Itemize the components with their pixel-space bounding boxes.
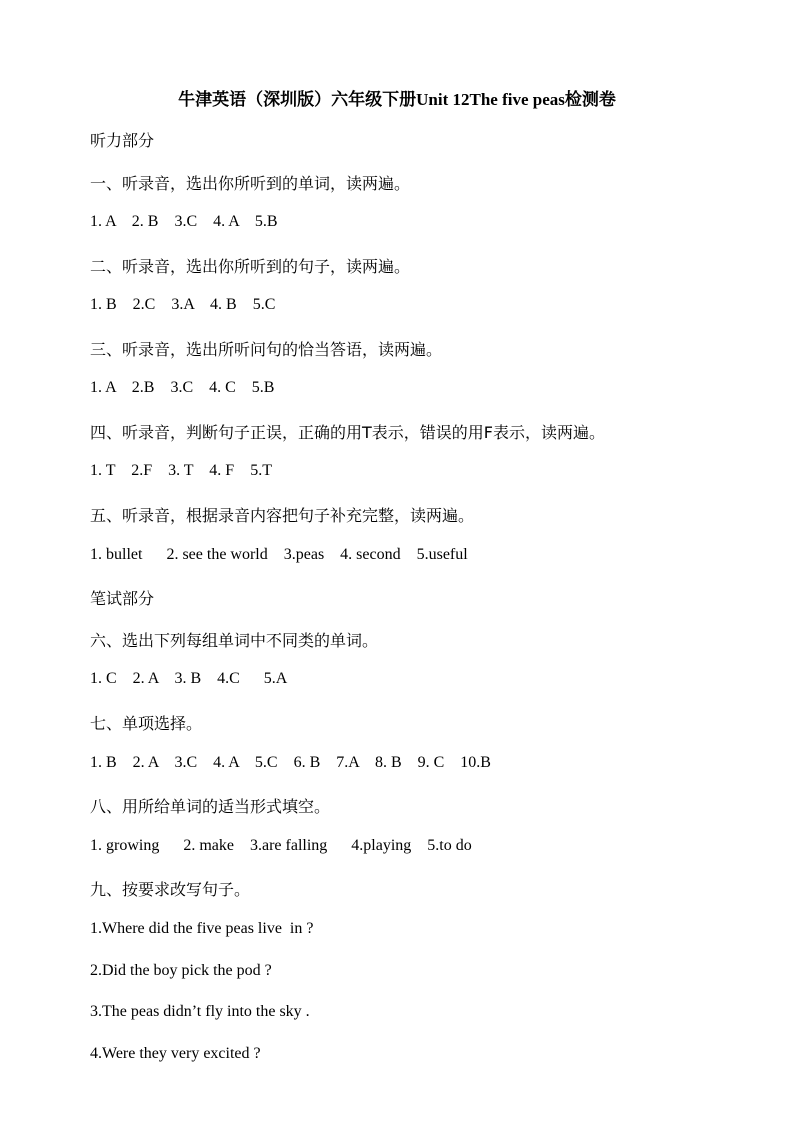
section-label-listening: 听力部分 <box>90 131 155 150</box>
question-heading-1: 一、听录音，选出你所听到的单词，读两遍。 <box>90 174 411 193</box>
answer-line-6: 1. C 2. A 3. B 4.C 5.A <box>90 670 288 687</box>
question-heading-5: 五、听录音，根据录音内容把句子补充完整，读两遍。 <box>90 506 475 525</box>
page-title: 牛津英语（深圳版）六年级下册Unit 12The five peas检测卷 <box>178 90 616 109</box>
answer-line-4: 1. T 2.F 3. T 4. F 5.T <box>90 462 272 479</box>
rewrite-item-2: 2.Did the boy pick the pod ? <box>90 962 272 979</box>
rewrite-item-4: 4.Were they very excited ? <box>90 1045 261 1062</box>
section-label-written: 笔试部分 <box>90 589 155 608</box>
answer-line-8: 1. growing 2. make 3.are falling 4.playing 5.to do <box>90 837 472 854</box>
question-heading-8: 八、用所给单词的适当形式填空。 <box>90 797 331 816</box>
question-heading-6: 六、选出下列每组单词中不同类的单词。 <box>90 631 379 650</box>
answer-line-7: 1. B 2. A 3.C 4. A 5.C 6. B 7.A 8. B 9. C 10.B <box>90 754 491 771</box>
question-heading-2: 二、听录音，选出你所听到的句子，读两遍。 <box>90 257 411 276</box>
question-heading-7: 七、单项选择。 <box>90 714 203 733</box>
question-heading-4: 四、听录音，判断句子正误，正确的用T表示，错误的用F表示，读两遍。 <box>90 423 605 442</box>
rewrite-item-3: 3.The peas didn’t fly into the sky . <box>90 1003 310 1020</box>
question-heading-9: 九、按要求改写句子。 <box>90 880 251 899</box>
answer-line-2: 1. B 2.C 3.A 4. B 5.C <box>90 296 276 313</box>
question-heading-3: 三、听录音，选出所听问句的恰当答语，读两遍。 <box>90 340 443 359</box>
rewrite-item-1: 1.Where did the five peas live in ? <box>90 920 314 937</box>
answer-line-1: 1. A 2. B 3.C 4. A 5.B <box>90 213 278 230</box>
answer-line-3: 1. A 2.B 3.C 4. C 5.B <box>90 379 275 396</box>
answer-line-5: 1. bullet 2. see the world 3.peas 4. second 5.useful <box>90 546 468 563</box>
